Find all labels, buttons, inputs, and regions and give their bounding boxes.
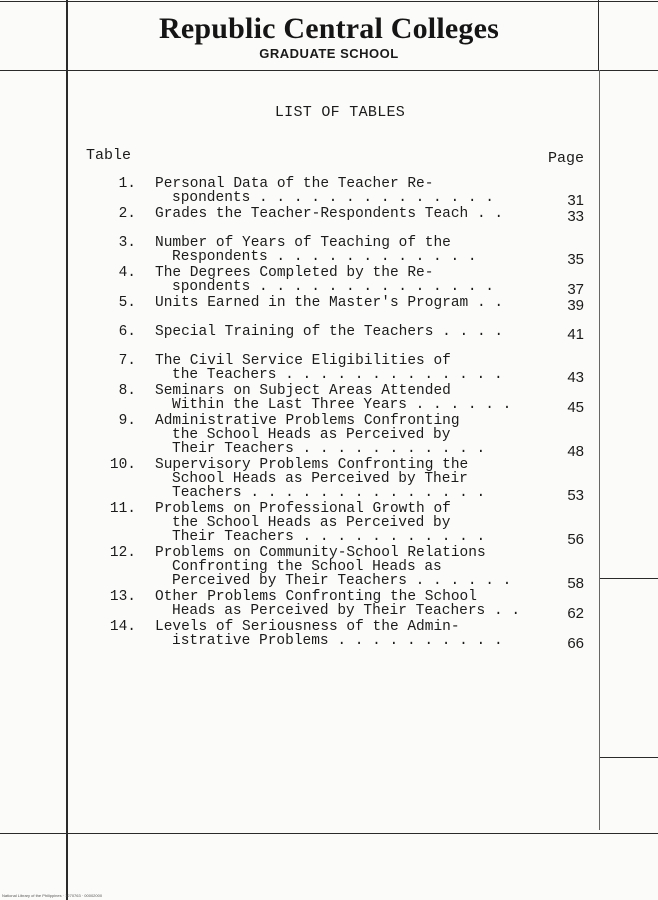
page-number: 48: [567, 443, 584, 460]
table-title: Administrative Problems Confronting: [155, 413, 460, 429]
table-title-continuation: the School Heads as Perceived by: [172, 427, 451, 443]
table-title-continuation: Respondents . . . . . . . . . . . .: [172, 249, 477, 265]
list-item: [0, 384, 658, 414]
table-column-label: Table: [86, 147, 132, 164]
college-name: Republic Central Colleges: [159, 12, 499, 45]
list-item: [0, 502, 658, 546]
table-title-continuation: Their Teachers . . . . . . . . . . .: [172, 529, 486, 545]
table-title: Levels of Seriousness of the Admin-: [155, 619, 460, 635]
table-number: 7.: [118, 353, 136, 369]
list-item: [0, 177, 658, 207]
page-number: 41: [567, 326, 584, 343]
list-item: [0, 296, 658, 325]
table-title-continuation: istrative Problems . . . . . . . . . .: [172, 633, 503, 649]
page-number: 43: [567, 369, 584, 386]
page-number: 33: [567, 208, 584, 225]
list-item: [0, 546, 658, 590]
top-border-line: [0, 1, 658, 2]
table-number: 12.: [109, 545, 136, 561]
table-number: 8.: [118, 383, 136, 399]
table-of-contents-list: [0, 177, 658, 650]
table-title: Special Training of the Teachers . . . .: [155, 324, 504, 340]
list-item: [0, 458, 658, 502]
table-title-continuation: spondents . . . . . . . . . . . . . .: [172, 190, 494, 206]
table-number: 5.: [118, 295, 136, 311]
list-item: [0, 236, 658, 266]
page-number: 66: [567, 635, 584, 652]
table-title-continuation: Their Teachers . . . . . . . . . . .: [172, 441, 486, 457]
table-title: Grades the Teacher-Respondents Teach . .: [155, 206, 504, 222]
table-title: The Degrees Completed by the Re-: [155, 265, 434, 281]
page-number: 31: [567, 192, 584, 209]
table-title: Personal Data of the Teacher Re-: [155, 176, 434, 192]
table-title-continuation: Teachers . . . . . . . . . . . . . .: [172, 485, 486, 501]
table-title: Number of Years of Teaching of the: [155, 235, 451, 251]
table-title-continuation: Confronting the School Heads as: [172, 559, 442, 575]
list-of-tables-heading: LIST OF TABLES: [274, 104, 406, 121]
page-number: 58: [567, 575, 584, 592]
table-number: 13.: [109, 589, 136, 605]
table-number: 2.: [118, 206, 136, 222]
table-title-continuation: the School Heads as Perceived by: [172, 515, 451, 531]
table-number: 9.: [118, 413, 136, 429]
table-title-continuation: spondents . . . . . . . . . . . . . .: [172, 279, 494, 295]
school-subtitle: GRADUATE SCHOOL: [259, 46, 399, 61]
table-title: Problems on Professional Growth of: [155, 501, 451, 517]
page-number: 53: [567, 487, 584, 504]
table-number: 14.: [109, 619, 136, 635]
page-number: 56: [567, 531, 584, 548]
table-title: Problems on Community-School Relations: [155, 545, 486, 561]
table-title-continuation: the Teachers . . . . . . . . . . . . .: [172, 367, 503, 383]
table-number: 1.: [118, 176, 136, 192]
table-title: Seminars on Subject Areas Attended: [155, 383, 451, 399]
table-title: The Civil Service Eligibilities of: [155, 353, 451, 369]
table-title: Supervisory Problems Confronting the: [155, 457, 469, 473]
bottom-divider-line: [0, 833, 658, 834]
page-number: 39: [567, 297, 584, 314]
list-item: [0, 620, 658, 650]
table-number: 6.: [118, 324, 136, 340]
table-number: 10.: [109, 457, 136, 473]
table-number: 4.: [118, 265, 136, 281]
list-item: [0, 354, 658, 384]
list-item: [0, 207, 658, 236]
page-number: 45: [567, 399, 584, 416]
table-title-continuation: Perceived by Their Teachers . . . . . .: [172, 573, 512, 589]
table-number: 3.: [118, 235, 136, 251]
table-title-continuation: Heads as Perceived by Their Teachers . .: [172, 603, 521, 619]
table-title: Units Earned in the Master's Program . .: [155, 295, 504, 311]
header-divider-line: [0, 70, 658, 71]
list-item: [0, 590, 658, 620]
list-item: [0, 325, 658, 354]
list-item: [0, 266, 658, 296]
page-number: 37: [567, 281, 584, 298]
page-number: 35: [567, 251, 584, 268]
table-title-continuation: Within the Last Three Years . . . . . .: [172, 397, 512, 413]
page-number: 62: [567, 605, 584, 622]
list-item: [0, 414, 658, 458]
right-margin-mark: [600, 757, 658, 758]
scan-footer-note: National Library of the Philippines · 1270763 · 00002000: [2, 893, 103, 898]
table-title-continuation: School Heads as Perceived by Their: [172, 471, 468, 487]
page-column-label: Page: [547, 150, 584, 167]
table-title: Other Problems Confronting the School: [155, 589, 477, 605]
table-number: 11.: [109, 501, 136, 517]
